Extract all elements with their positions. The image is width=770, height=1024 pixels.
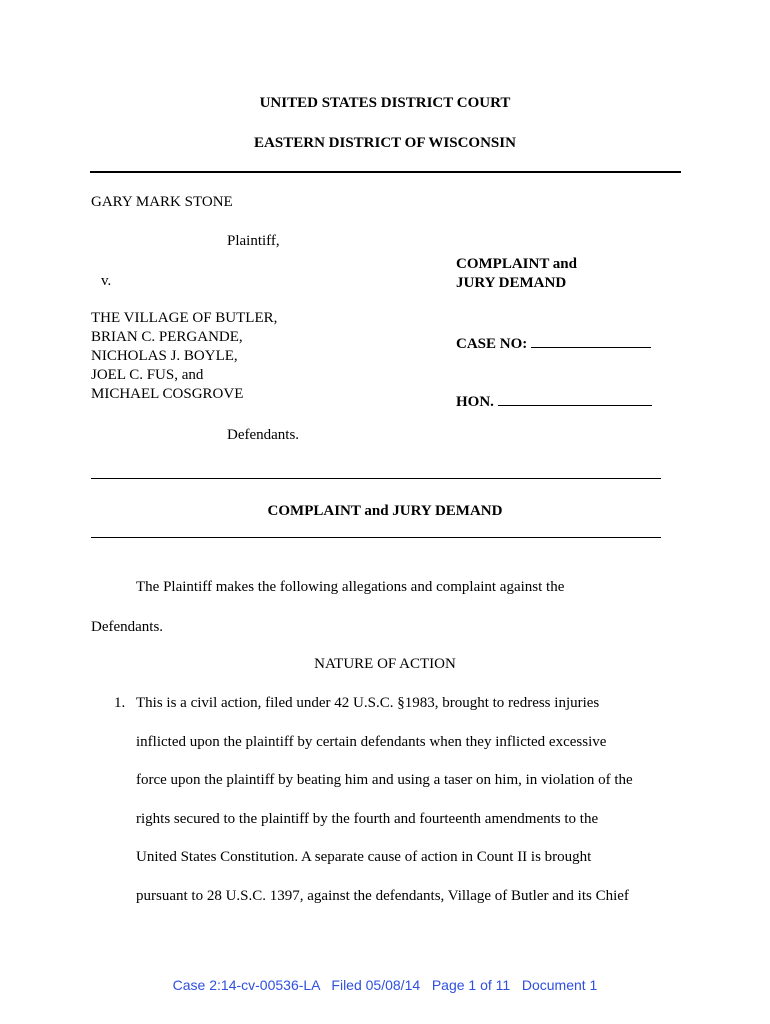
hon-label: HON. bbox=[456, 394, 494, 410]
paragraph-line: This is a civil action, filed under 42 U.S.C. §1983, brought to redress injuries bbox=[136, 695, 600, 711]
court-district: EASTERN DISTRICT OF WISCONSIN bbox=[254, 135, 516, 151]
section-title: NATURE OF ACTION bbox=[314, 656, 456, 672]
defendant-name: BRIAN C. PERGANDE, bbox=[91, 329, 243, 345]
hon-blank bbox=[498, 390, 652, 406]
doc-type-line2: JURY DEMAND bbox=[456, 275, 567, 291]
case-no-blank bbox=[531, 332, 651, 348]
plaintiff-name: GARY MARK STONE bbox=[91, 194, 233, 210]
defendant-name: THE VILLAGE OF BUTLER, bbox=[91, 310, 278, 326]
defendant-name: MICHAEL COSGROVE bbox=[91, 386, 244, 402]
defendants-label: Defendants. bbox=[227, 427, 300, 443]
case-no-label: CASE NO: bbox=[456, 336, 528, 352]
paragraph-number: 1. bbox=[114, 695, 126, 711]
title-rule-top bbox=[91, 478, 661, 479]
paragraph-line: United States Constitution. A separate cause of action in Count II is brought bbox=[136, 849, 592, 865]
intro-line: The Plaintiff makes the following allegations and complaint against the bbox=[136, 579, 565, 595]
doc-type-line1: COMPLAINT and bbox=[456, 256, 577, 272]
intro-line: Defendants. bbox=[91, 619, 164, 635]
title-rule-bottom bbox=[91, 537, 661, 538]
paragraph-line: force upon the plaintiff by beating him and using a taser on him, in violation of the bbox=[136, 772, 633, 788]
paragraph-line: inflicted upon the plaintiff by certain defendants when they inflicted excessive bbox=[136, 734, 607, 750]
document-heading: COMPLAINT and JURY DEMAND bbox=[267, 503, 503, 519]
court-name: UNITED STATES DISTRICT COURT bbox=[259, 95, 511, 111]
page-footer: Case 2:14-cv-00536-LA Filed 05/08/14 Page 1 of 11 Document 1 bbox=[172, 977, 598, 993]
paragraph-line: pursuant to 28 U.S.C. 1397, against the defendants, Village of Butler and its Chief bbox=[136, 888, 629, 904]
plaintiff-label: Plaintiff, bbox=[227, 233, 280, 249]
defendant-name: JOEL C. FUS, and bbox=[91, 367, 204, 383]
versus-text: v. bbox=[101, 273, 112, 289]
header-rule bbox=[90, 171, 681, 173]
hon-field bbox=[456, 390, 652, 412]
case-no-field bbox=[456, 332, 651, 354]
defendant-name: NICHOLAS J. BOYLE, bbox=[91, 348, 238, 364]
paragraph-line: rights secured to the plaintiff by the fourth and fourteenth amendments to the bbox=[136, 811, 599, 827]
